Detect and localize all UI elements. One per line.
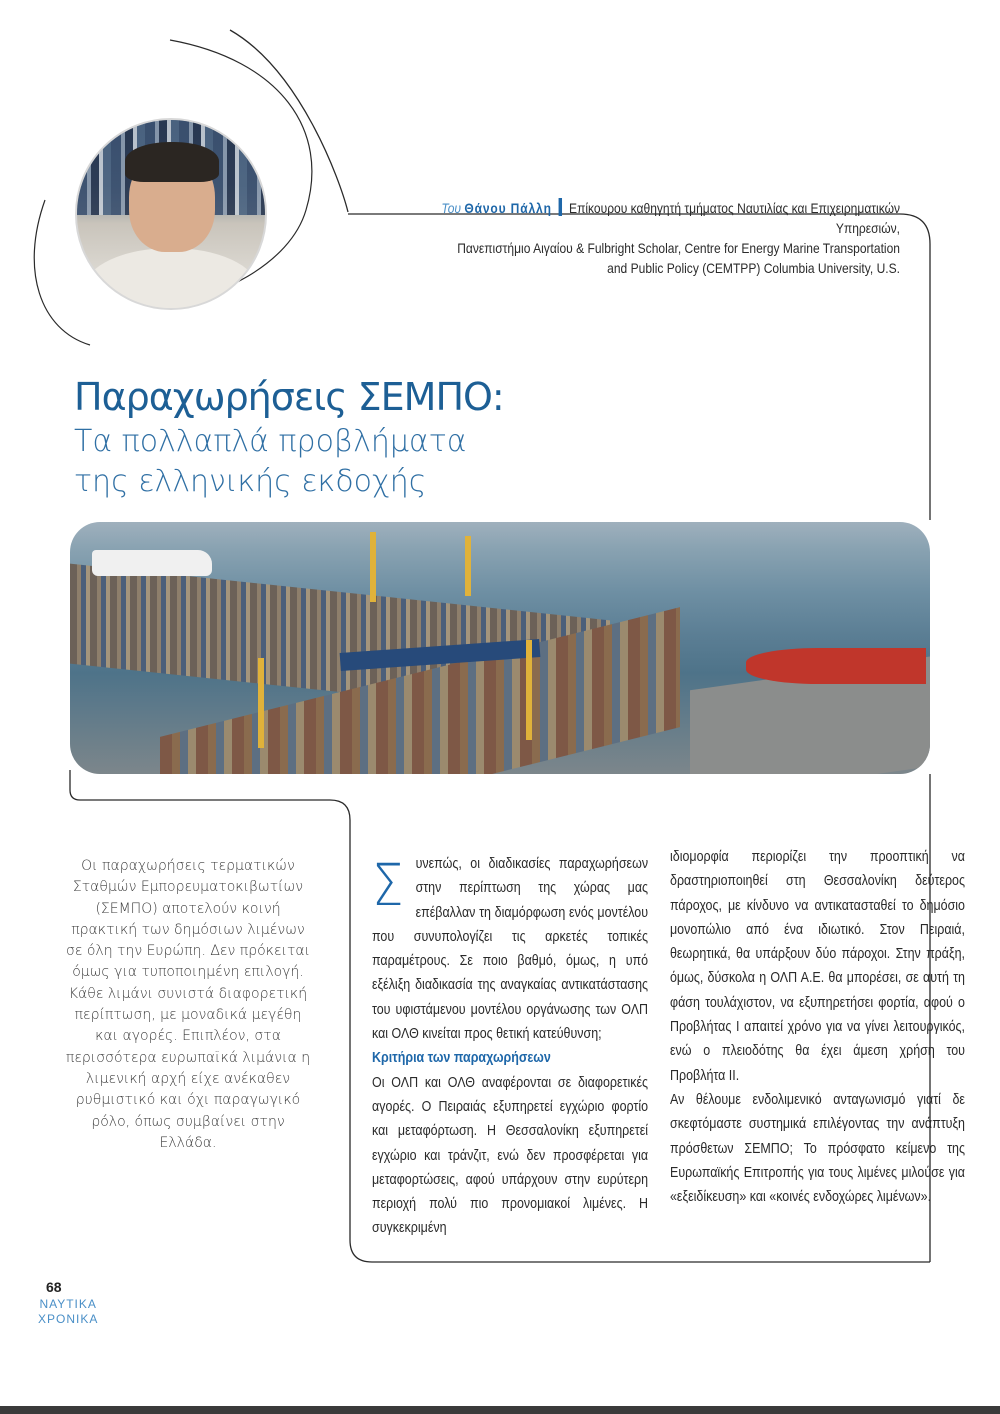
portrait-shirt: [85, 248, 257, 310]
title-sub-line-2: της ελληνικής εκδοχής: [74, 464, 427, 499]
body-paragraph-1-text: υνεπώς, οι διαδικασίες παραχωρήσεων στην περίπτωση της χώρας μας επέβαλλαν τη διαμόρφωση ενός μοντέλου που συνυπολογίζει τις αρκετές τοπικές παραμέτρους. Σε ποιο βαθμό, όμως, η υπό εξέλιξη διαδικασία της αναγκαίας αντικατάστασης του υφιστάμενου μοντέλου οργάνωσης των ΟΛΠ και ΟΛΘ κινείται προς θετική κατεύθυνση;: [372, 856, 649, 1043]
section-subheading: Κριτήρια των παραχωρήσεων: [372, 1050, 551, 1067]
author-name: Θάνου Πάλλη: [464, 200, 552, 216]
photo-crane: [465, 536, 471, 596]
photo-crane: [526, 640, 532, 740]
photo-crane: [370, 532, 376, 602]
byline-line-3: and Public Policy (CEMTPP) Columbia University, U.S.: [607, 260, 900, 276]
magazine-name-line-2: ΧΡΟΝΙΚΑ: [38, 1312, 99, 1326]
author-byline: [401, 198, 900, 278]
body-column-right: [670, 845, 965, 1209]
photo-ferry: [92, 550, 212, 576]
article-title: [74, 372, 694, 502]
page-number: 68: [46, 1279, 62, 1295]
body-paragraph-2: Οι ΟΛΠ και ΟΛΘ αναφέρονται σε διαφορετικές αγορές. Ο Πειραιάς εξυπηρετεί εγχώριο φορτίο και μεταφόρτωση. Η Θεσσαλονίκη εξυπηρετεί εγχώριο και τράνζιτ, ενώ δεν προσφέρεται για μεταφορτώσεις, αφού υπάρχουν στην ευρύτερη περιοχή πολύ πιο προνομιακοί λιμένες. Η συγκεκριμένη: [372, 1074, 649, 1237]
portrait-hair: [125, 142, 219, 182]
lead-paragraph: Οι παραχωρήσεις τερματικών Σταθμών Εμπορευματοκιβωτίων (ΣΕΜΠΟ) αποτελούν κοινή πρακτική των δημόσιων λιμένων σε όλη την Ευρώπη. Δεν πρόκειται όμως για τυποποιημένη επιλογή. Κάθε λιμάνι συνιστά διαφορετική περίπτωση, με μοναδικά μεγέθη και αγορές. Επιπλέον, στα περισσότερα ευρωπαϊκά λιμάνια η λιμενική αρχή είχε ανέκαθεν ρυθμιστικό και όχι παραγωγικό ρόλο, όπως συμβαίνει στην Ελλάδα.: [65, 858, 311, 1151]
author-title: Επίκουρου καθηγητή τμήματος Ναυτιλίας και Επιχειρηματικών Υπηρεσιών,: [569, 200, 900, 236]
body-paragraph-1: [372, 852, 648, 1046]
photo-red-ship: [746, 648, 926, 684]
byline-line-2: Πανεπιστήμιο Αιγαίου & Fulbright Scholar, Centre for Energy Marine Transportation: [457, 240, 900, 256]
page-bottom-edge: [0, 1406, 1000, 1414]
drop-cap: Σ: [372, 851, 404, 919]
author-portrait: [75, 118, 267, 310]
title-sub-line-1: Τα πολλαπλά προβλήματα: [74, 424, 467, 459]
byline-line-1: [401, 198, 900, 238]
port-photo: [70, 522, 930, 774]
byline-separator: [559, 198, 562, 216]
body-column-middle: [372, 852, 648, 1241]
title-main: Παραχωρήσεις ΣΕΜΠΟ:: [74, 375, 504, 419]
byline-prefix: Του: [441, 200, 462, 216]
body-paragraph-3: ιδιομορφία περιορίζει την προοπτική να δραστηριοποιηθεί στη Θεσσαλονίκη δεύτερος πάροχος, με κίνδυνο να αντικατασταθεί το δημόσιο μονοπώλιο από ένα ιδιωτικό. Στον Πειραιά, θεωρητικά, θα υπάρξουν δύο πάροχοι. Στην πράξη, όμως, δύσκολα η ΟΛΠ Α.Ε. θα μπορέσει, σε αυτή τη φάση τουλάχιστον, να εξυπηρετήσει φορτία, αφού ο Προβλήτας Ι απαιτεί χρόνο για να γίνει λειτουργικός, ενώ ο πλειοδότης θα έχει άμεση χρήση του Προβλήτα ΙΙ.: [670, 849, 965, 1084]
body-paragraph-4: Αν θέλουμε ενδολιμενικό ανταγωνισμό γιατί δε σκεφτόμαστε συστημικά επιλέγοντας την ανάπτυξη πρόσθετων ΣΕΜΠΟ; Το πρόσφατο κείμενο της Ευρωπαϊκής Επιτροπής για τους λιμένες μιλούσε για «εξειδίκευση» και «κοινές ενδοχώρες λιμένων».: [670, 1091, 965, 1206]
magazine-name: [38, 1297, 98, 1327]
photo-crane: [258, 658, 264, 748]
magazine-name-line-1: ΝΑΥΤΙΚΑ: [39, 1297, 97, 1311]
